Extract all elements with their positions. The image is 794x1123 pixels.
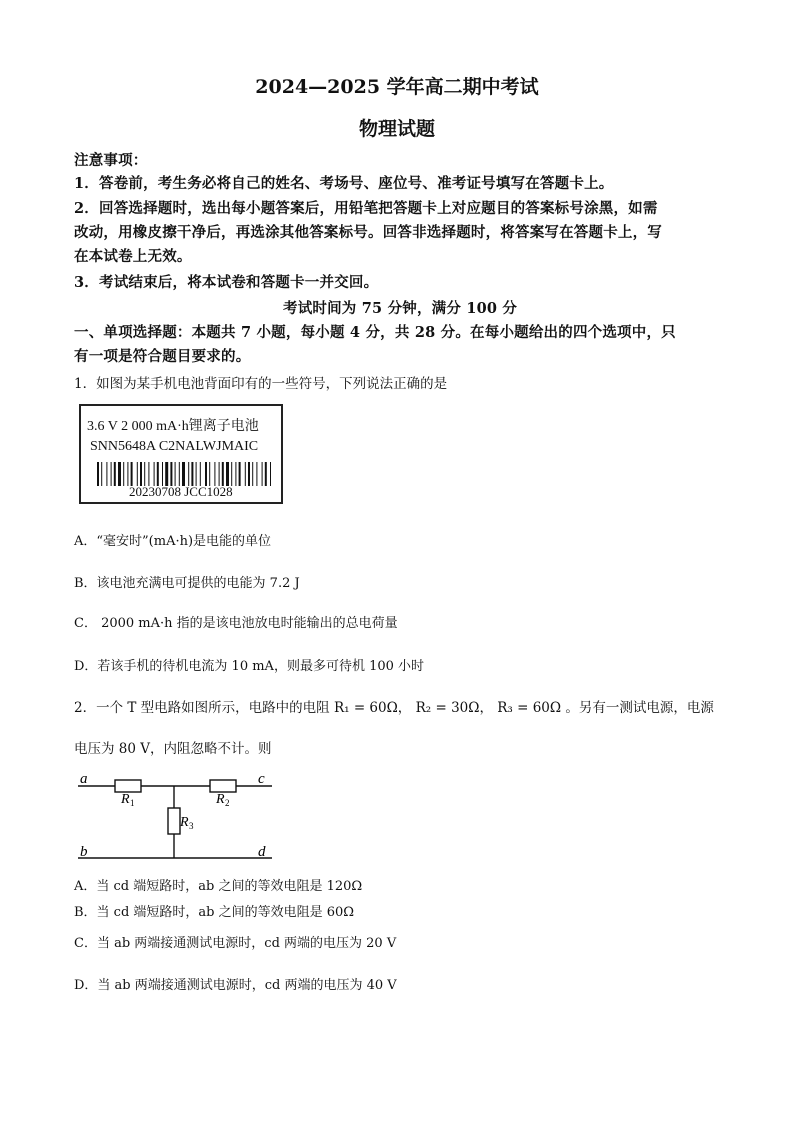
notice-item-2-line-1: 2．回答选择题时，选出每小题答案后，用铅笔把答题卡上对应题目的答案标号涂黑，如需 — [74, 200, 658, 217]
question-2-option-c: C．当 ab 两端接通测试电源时，cd 两端的电压为 20 V — [74, 936, 397, 951]
notice-item-2-line-2: 改动，用橡皮擦干净后，再选涂其他答案标号。回答非选择题时，将答案写在答题卡上，写 — [74, 224, 662, 241]
r1-label: R — [121, 792, 130, 807]
question-1-option-b: B．该电池充满电可提供的电能为 7.2 J — [74, 576, 300, 591]
question-2-option-b: B．当 cd 端短路时，ab 之间的等效电阻是 60Ω — [74, 905, 355, 920]
question-2-stem-line-1: 2．一个 T 型电路如图所示，电路中的电阻 R₁ = 60Ω， R₂ = 30Ω， R₃ = 60Ω 。另有一测试电源，电源 — [74, 700, 714, 716]
battery-label-line-3: 20230708 JCC1028 — [129, 484, 233, 499]
battery-label-figure — [79, 404, 283, 504]
question-1-option-c: C． 2000 mA·h 指的是该电池放电时能输出的总电荷量 — [74, 616, 398, 631]
question-2-option-a: A．当 cd 端短路时，ab 之间的等效电阻是 120Ω — [74, 879, 363, 894]
exam-time-info: 考试时间为 75 分钟，满分 100 分 — [283, 300, 518, 317]
r1-subscript: 1 — [130, 798, 135, 808]
question-1-option-a: A．“毫安时”(mA·h)是电能的单位 — [74, 534, 272, 549]
r2-subscript: 2 — [225, 798, 230, 808]
question-1-stem: 1．如图为某手机电池背面印有的一些符号，下列说法正确的是 — [74, 376, 448, 392]
notice-heading: 注意事项： — [74, 152, 148, 169]
section-1-heading-line-1: 一、单项选择题：本题共 7 小题，每小题 4 分，共 28 分。在每小题给出的四个选项中，只 — [74, 324, 676, 341]
r2-label: R — [216, 792, 225, 807]
resistor-r3-icon — [168, 808, 180, 834]
resistor-r2-icon — [210, 780, 236, 792]
r3-subscript: 3 — [189, 821, 194, 831]
notice-item-3: 3．考试结束后，将本试卷和答题卡一并交回。 — [74, 274, 379, 291]
resistor-r1-icon — [115, 780, 141, 792]
terminal-a-label: a — [80, 771, 88, 787]
battery-label-line-2: SNN5648A C2NALWJMAIC — [90, 439, 259, 454]
section-1-heading-line-2: 有一项是符合题目要求的。 — [74, 348, 251, 365]
question-2-stem-line-2: 电压为 80 V，内阻忽略不计。则 — [74, 741, 272, 757]
exam-subtitle: 物理试题 — [358, 118, 435, 140]
exam-title: 2024—2025 学年高二期中考试 — [255, 76, 539, 98]
r3-label: R — [180, 815, 189, 830]
terminal-b-label: b — [80, 844, 88, 860]
notice-item-1: 1．答卷前，考生务必将自己的姓名、考场号、座位号、准考证号填写在答题卡上。 — [74, 175, 614, 192]
terminal-d-label: d — [258, 844, 266, 860]
notice-item-2-line-3: 在本试卷上无效。 — [74, 248, 192, 265]
terminal-c-label: c — [258, 771, 265, 787]
question-1-option-d: D．若该手机的待机电流为 10 mA，则最多可待机 100 小时 — [74, 659, 425, 674]
question-2-option-d: D．当 ab 两端接通测试电源时，cd 两端的电压为 40 V — [74, 978, 397, 993]
t-circuit-diagram — [74, 770, 284, 865]
battery-label-line-1: 3.6 V 2 000 mA·h锂离子电池 — [87, 419, 259, 434]
barcode-icon — [97, 462, 275, 486]
